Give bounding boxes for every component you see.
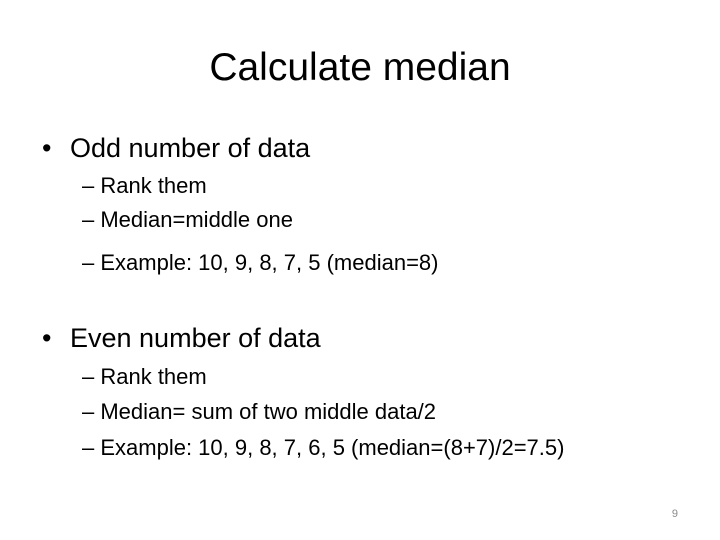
bullet-marker: •	[42, 133, 52, 163]
bullet-text: Even number of data	[70, 323, 321, 353]
bullet-text: Odd number of data	[70, 133, 311, 163]
bullet-odd	[42, 131, 310, 165]
subitem-rank: – Rank them	[82, 364, 207, 389]
bullet-marker: •	[42, 323, 52, 353]
subitem-median-def: – Median= sum of two middle data/2	[82, 399, 437, 424]
bullet-even	[42, 321, 321, 355]
subitem-rank: – Rank them	[82, 173, 207, 198]
subitem-example: – Example: 10, 9, 8, 7, 5 (median=8)	[82, 250, 439, 275]
page-number: 9	[671, 508, 678, 520]
slide-title: Calculate median	[209, 46, 511, 89]
subitem-example: – Example: 10, 9, 8, 7, 6, 5 (median=(8+7)/2=7.5)	[82, 435, 565, 460]
subitem-median-def: – Median=middle one	[82, 207, 293, 232]
